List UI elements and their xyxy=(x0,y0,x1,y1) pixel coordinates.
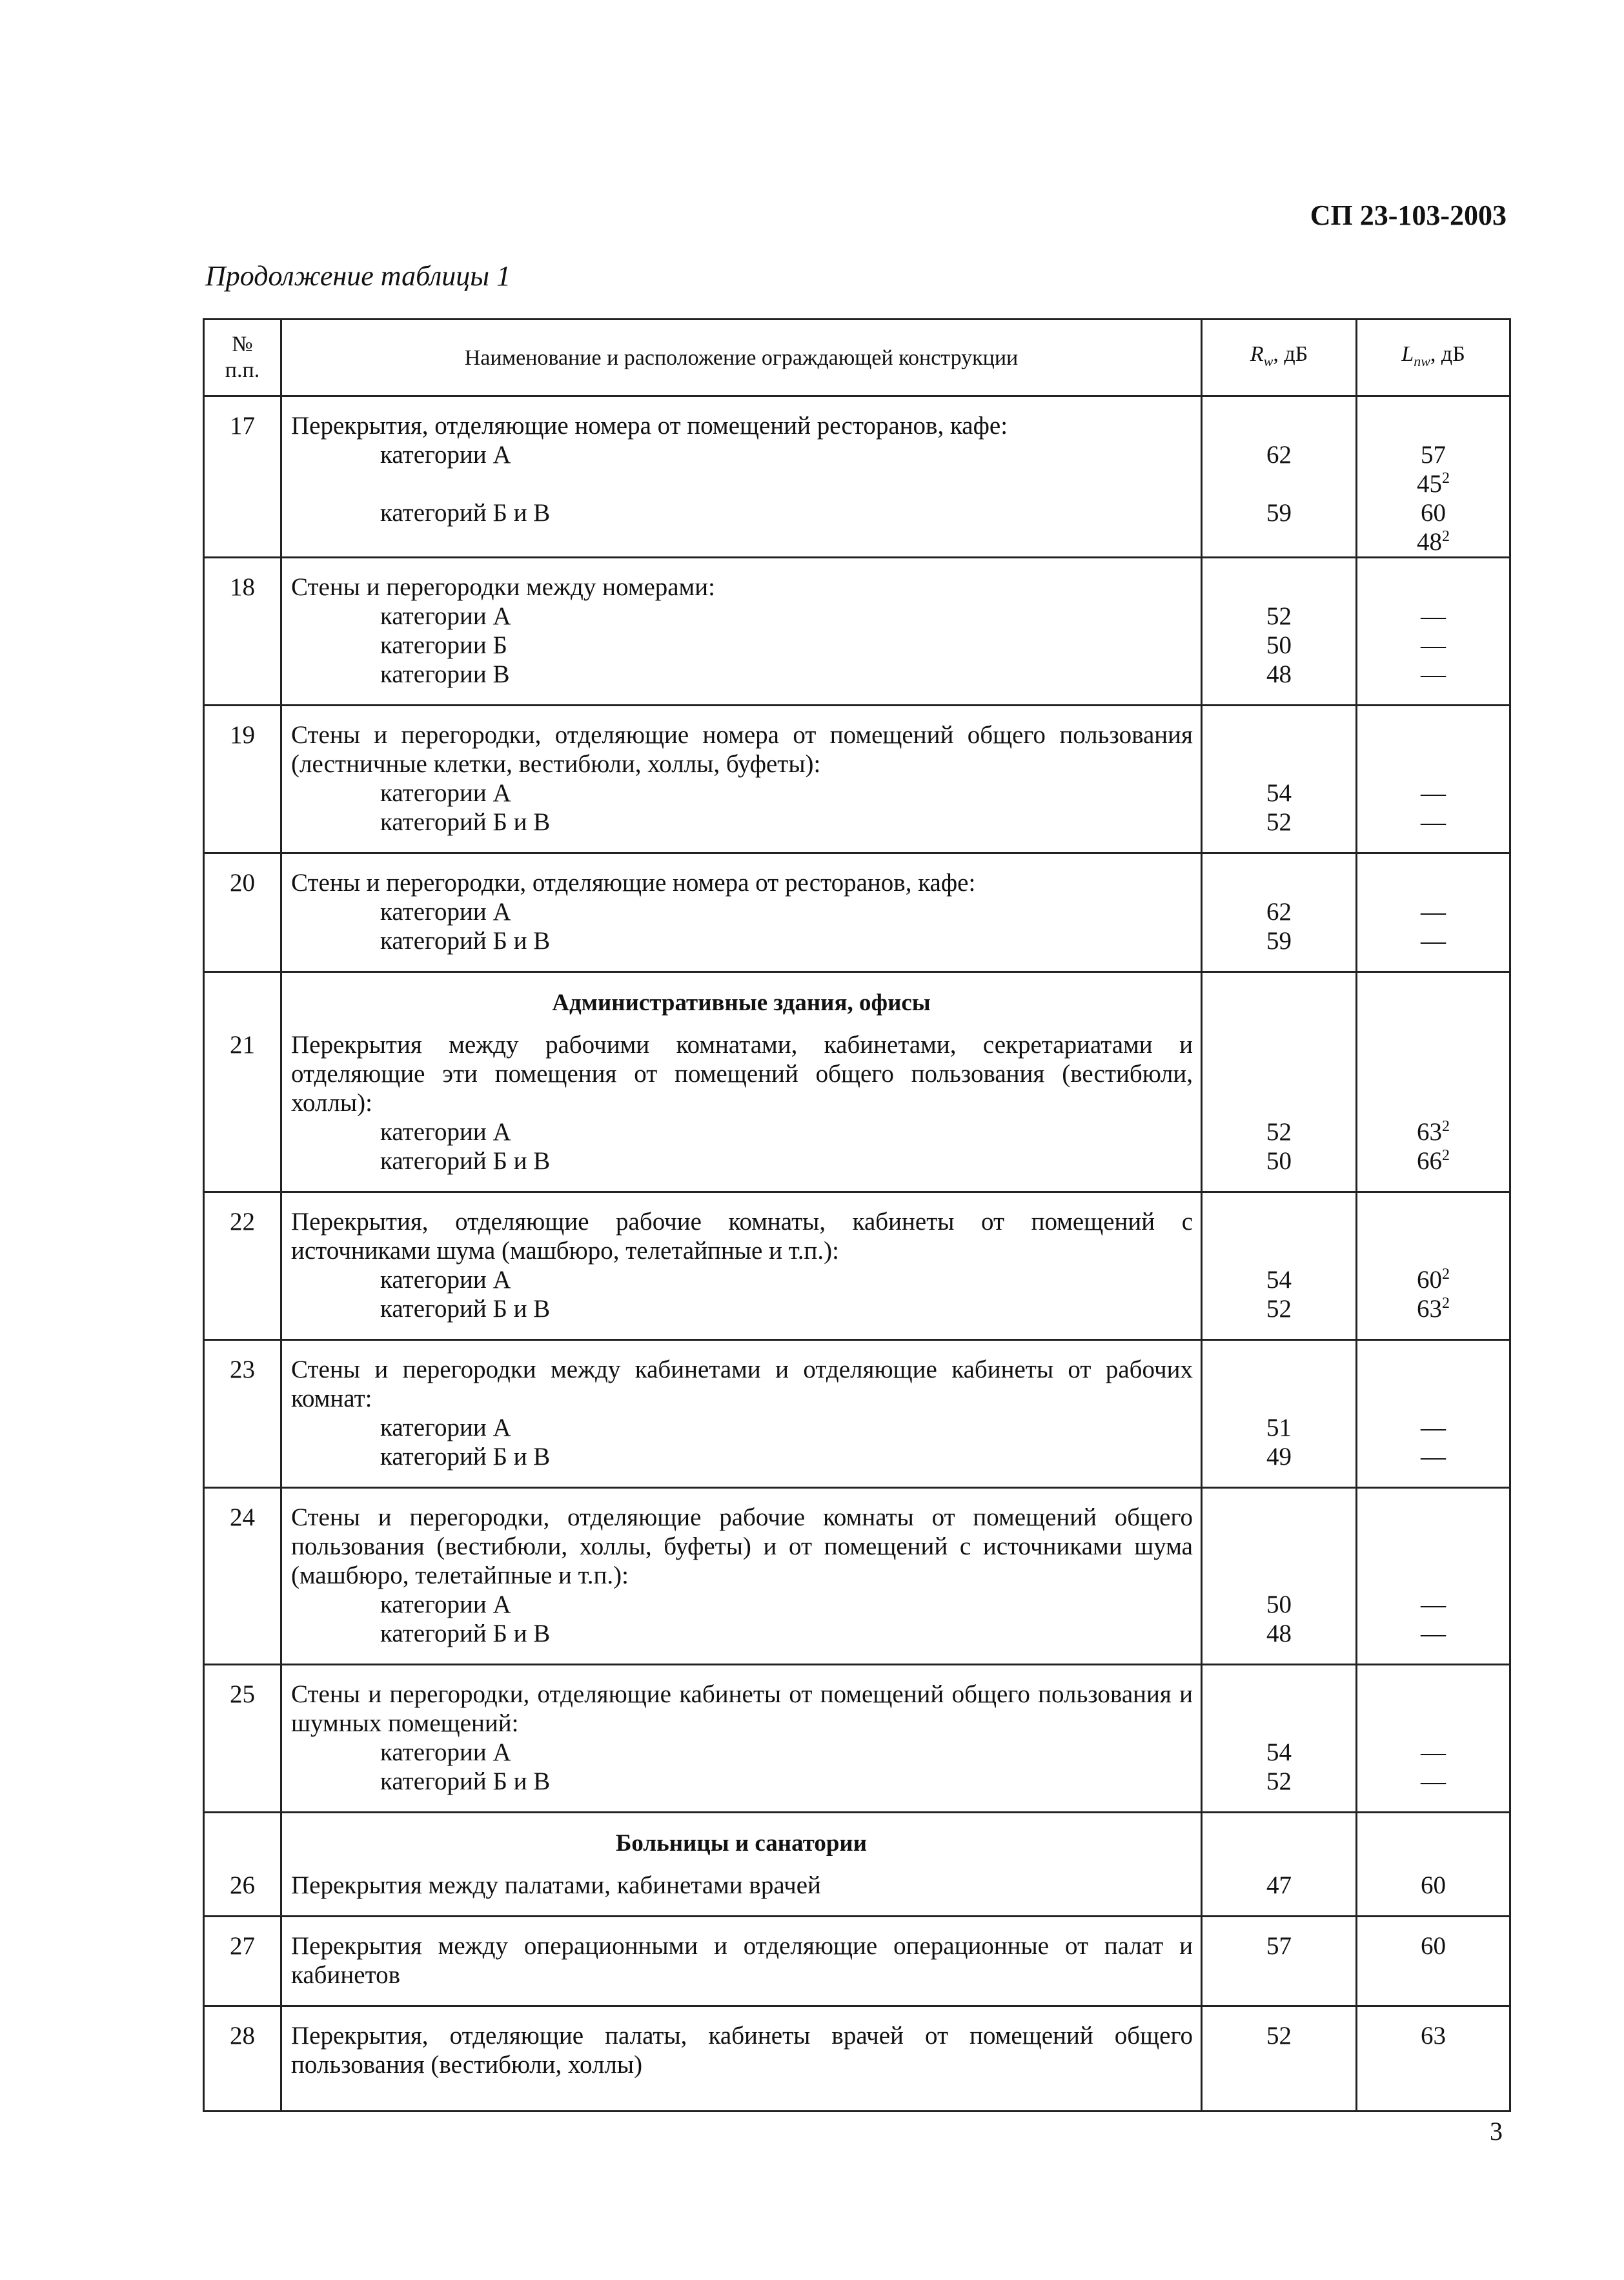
header-l-subscript: nw xyxy=(1414,353,1430,369)
rw-values xyxy=(1202,1665,1357,1813)
footnote-mark: 2 xyxy=(1442,1147,1450,1164)
row-number: 20 xyxy=(204,853,281,972)
section-row xyxy=(204,1813,1510,1868)
table-header-row xyxy=(204,320,1510,396)
lnw-value: 60 xyxy=(1357,1867,1510,1917)
lnw-values xyxy=(1357,1026,1510,1192)
rw-value: 57 xyxy=(1202,1917,1357,2006)
rw-value: 62 xyxy=(1266,898,1292,926)
row-title: Стены и перегородки, отделяющие номера от ресторанов, кафе: xyxy=(291,869,976,897)
category-label: категорий Б и В xyxy=(380,499,551,527)
header-rw xyxy=(1202,320,1357,396)
lnw-value xyxy=(1357,1294,1509,1323)
rw-values xyxy=(1202,396,1357,558)
section-title: Административные здания, офисы xyxy=(281,972,1202,1027)
row-title: Перекрытия, отделяющие рабочие комнаты, кабинеты от помещений с источниками шума (машбюро, телетайпные и т.п.): xyxy=(291,1208,1193,1265)
rw-value: 50 xyxy=(1266,1147,1292,1175)
row-number: 18 xyxy=(204,558,281,706)
table-row xyxy=(204,706,1510,853)
lnw-number: 45 xyxy=(1417,470,1442,498)
rw-value: 59 xyxy=(1266,927,1292,955)
lnw-dash: — xyxy=(1421,808,1446,836)
row-number: 28 xyxy=(204,2006,281,2112)
lnw-value xyxy=(1357,1265,1509,1294)
rw-values xyxy=(1202,1026,1357,1192)
row-description xyxy=(281,1192,1202,1340)
lnw-number: 48 xyxy=(1417,528,1442,556)
lnw-values xyxy=(1357,558,1510,706)
lnw-dash: — xyxy=(1421,898,1446,926)
row-description xyxy=(281,396,1202,558)
lnw-dash: — xyxy=(1421,660,1446,688)
category-label: категорий Б и В xyxy=(380,1295,551,1323)
rw-value: 54 xyxy=(1266,1266,1292,1294)
header-r-subscript: w xyxy=(1263,353,1274,369)
section-row xyxy=(204,972,1510,1027)
header-r-unit: , дБ xyxy=(1273,342,1308,366)
footnote-mark: 2 xyxy=(1442,1118,1450,1135)
table-row xyxy=(204,1917,1510,2006)
lnw-value xyxy=(1357,1146,1509,1176)
rw-values xyxy=(1202,1340,1357,1488)
row-title: Перекрытия, отделяющие номера от помещений ресторанов, кафе: xyxy=(291,412,1008,440)
category-label: категории А xyxy=(380,1738,511,1766)
lnw-dash: — xyxy=(1421,927,1446,955)
table-row xyxy=(204,1665,1510,1813)
table-row xyxy=(204,1192,1510,1340)
rw-values xyxy=(1202,1488,1357,1665)
row-title: Перекрытия между палатами, кабинетами врачей xyxy=(291,1871,821,1899)
row-title: Стены и перегородки, отделяющие кабинеты от помещений общего пользования и шумных помещений: xyxy=(291,1680,1193,1737)
table-row xyxy=(204,1488,1510,1665)
row-description xyxy=(281,558,1202,706)
table-row xyxy=(204,558,1510,706)
sound-insulation-table xyxy=(203,318,1511,2112)
rw-value: 48 xyxy=(1266,660,1292,688)
rw-values xyxy=(1202,706,1357,853)
row-number: 24 xyxy=(204,1488,281,1665)
rw-value: 50 xyxy=(1266,631,1292,659)
rw-value: 49 xyxy=(1266,1443,1292,1471)
table-row xyxy=(204,396,1510,558)
category-label: категории А xyxy=(380,441,511,469)
row-description xyxy=(281,1340,1202,1488)
footnote-mark: 2 xyxy=(1442,1266,1450,1283)
rw-values xyxy=(1202,1192,1357,1340)
table-continuation-caption: Продолжение таблицы 1 xyxy=(205,260,511,292)
lnw-dash: — xyxy=(1421,602,1446,630)
lnw-value: 63 xyxy=(1357,2006,1510,2112)
rw-value: 50 xyxy=(1266,1591,1292,1618)
row-description xyxy=(281,1026,1202,1192)
lnw-value xyxy=(1357,1117,1509,1146)
lnw-value xyxy=(1357,469,1509,498)
table-row xyxy=(204,853,1510,972)
category-label: категории А xyxy=(380,1414,511,1441)
lnw-values xyxy=(1357,706,1510,853)
lnw-value: 57 xyxy=(1421,441,1446,469)
rw-values xyxy=(1202,853,1357,972)
category-label: категорий Б и В xyxy=(380,1147,551,1175)
lnw-values xyxy=(1357,853,1510,972)
lnw-values xyxy=(1357,1340,1510,1488)
row-number: 26 xyxy=(204,1867,281,1917)
table-row xyxy=(204,1867,1510,1917)
category-label: категории А xyxy=(380,602,511,630)
row-title: Стены и перегородки, отделяющие номера от помещений общего пользования (лестничные клетки, вестибюли, холлы, буфеты): xyxy=(291,721,1193,778)
row-title: Перекрытия между рабочими комнатами, кабинетами, секретариатами и отделяющие эти помещения от помещений общего пользования (вестибюли, холлы): xyxy=(291,1031,1193,1117)
rw-value: 59 xyxy=(1266,499,1292,527)
header-name: Наименование и расположение ограждающей конструкции xyxy=(281,320,1202,396)
category-label: категории А xyxy=(380,1266,511,1294)
footnote-mark: 2 xyxy=(1442,470,1450,487)
category-label: категорий Б и В xyxy=(380,808,551,836)
row-number: 23 xyxy=(204,1340,281,1488)
category-label: категорий Б и В xyxy=(380,1620,551,1647)
rw-value: 52 xyxy=(1266,602,1292,630)
row-number: 25 xyxy=(204,1665,281,1813)
lnw-number: 63 xyxy=(1417,1118,1442,1146)
rw-value: 52 xyxy=(1266,1767,1292,1795)
rw-value: 62 xyxy=(1266,441,1292,469)
row-description xyxy=(281,1488,1202,1665)
header-l-unit: , дБ xyxy=(1430,342,1465,366)
rw-value: 52 xyxy=(1266,1295,1292,1323)
footnote-mark: 2 xyxy=(1442,528,1450,545)
lnw-dash: — xyxy=(1421,1414,1446,1441)
lnw-dash: — xyxy=(1421,1591,1446,1618)
header-lnw xyxy=(1357,320,1510,396)
table-row xyxy=(204,1026,1510,1192)
page-number: 3 xyxy=(1490,2117,1503,2146)
lnw-values xyxy=(1357,1192,1510,1340)
lnw-values xyxy=(1357,1488,1510,1665)
rw-value: 54 xyxy=(1266,1738,1292,1766)
lnw-value: 60 xyxy=(1357,1917,1510,2006)
row-description xyxy=(281,1917,1202,2006)
category-label: категории Б xyxy=(380,631,507,659)
lnw-number: 60 xyxy=(1417,1266,1442,1294)
row-description xyxy=(281,2006,1202,2112)
rw-value: 51 xyxy=(1266,1414,1292,1441)
lnw-values xyxy=(1357,1665,1510,1813)
category-label: категории А xyxy=(380,1591,511,1618)
row-description xyxy=(281,1665,1202,1813)
header-r-symbol: R xyxy=(1250,342,1264,366)
row-title: Стены и перегородки между номерами: xyxy=(291,573,715,601)
lnw-dash: — xyxy=(1421,1620,1446,1647)
rw-value: 52 xyxy=(1266,1118,1292,1146)
rw-value: 52 xyxy=(1266,808,1292,836)
lnw-value xyxy=(1357,527,1509,556)
row-description xyxy=(281,706,1202,853)
row-number: 21 xyxy=(204,1026,281,1192)
lnw-value: 60 xyxy=(1421,499,1446,527)
lnw-number: 63 xyxy=(1417,1295,1442,1323)
category-label: категории А xyxy=(380,779,511,807)
rw-value: 52 xyxy=(1202,2006,1357,2112)
row-title: Перекрытия между операционными и отделяющие операционные от палат и кабинетов xyxy=(291,1932,1193,1989)
lnw-number: 66 xyxy=(1417,1147,1442,1175)
row-description xyxy=(281,1867,1202,1917)
row-number: 19 xyxy=(204,706,281,853)
row-title: Стены и перегородки, отделяющие рабочие комнаты от помещений общего пользования (вестибюли, холлы, буфеты) и от помещений с источниками шума (машбюро, телетайпные и т.п.): xyxy=(291,1503,1193,1589)
row-number: 17 xyxy=(204,396,281,558)
lnw-dash: — xyxy=(1421,1738,1446,1766)
document-code: СП 23-103-2003 xyxy=(1310,199,1507,231)
row-title: Стены и перегородки между кабинетами и отделяющие кабинеты от рабочих комнат: xyxy=(291,1356,1193,1412)
lnw-dash: — xyxy=(1421,631,1446,659)
lnw-dash: — xyxy=(1421,1443,1446,1471)
rw-values xyxy=(1202,558,1357,706)
category-label: категории В xyxy=(380,660,510,688)
rw-value: 47 xyxy=(1202,1867,1357,1917)
table-row xyxy=(204,2006,1510,2112)
category-label: категории А xyxy=(380,1118,511,1146)
header-l-symbol: L xyxy=(1401,342,1414,366)
rw-value: 54 xyxy=(1266,779,1292,807)
lnw-dash: — xyxy=(1421,779,1446,807)
category-label: категорий Б и В xyxy=(380,1443,551,1471)
lnw-dash: — xyxy=(1421,1767,1446,1795)
table-row xyxy=(204,1340,1510,1488)
lnw-values xyxy=(1357,396,1510,558)
rw-value: 48 xyxy=(1266,1620,1292,1647)
section-title: Больницы и санатории xyxy=(281,1813,1202,1868)
row-number: 22 xyxy=(204,1192,281,1340)
category-label: категории А xyxy=(380,898,511,926)
header-num: № п.п. xyxy=(204,320,281,396)
footnote-mark: 2 xyxy=(1442,1295,1450,1312)
category-label: категорий Б и В xyxy=(380,927,551,955)
row-description xyxy=(281,853,1202,972)
category-label: категорий Б и В xyxy=(380,1767,551,1795)
row-number: 27 xyxy=(204,1917,281,2006)
row-title: Перекрытия, отделяющие палаты, кабинеты врачей от помещений общего пользования (вестибюли, холлы) xyxy=(291,2022,1193,2079)
